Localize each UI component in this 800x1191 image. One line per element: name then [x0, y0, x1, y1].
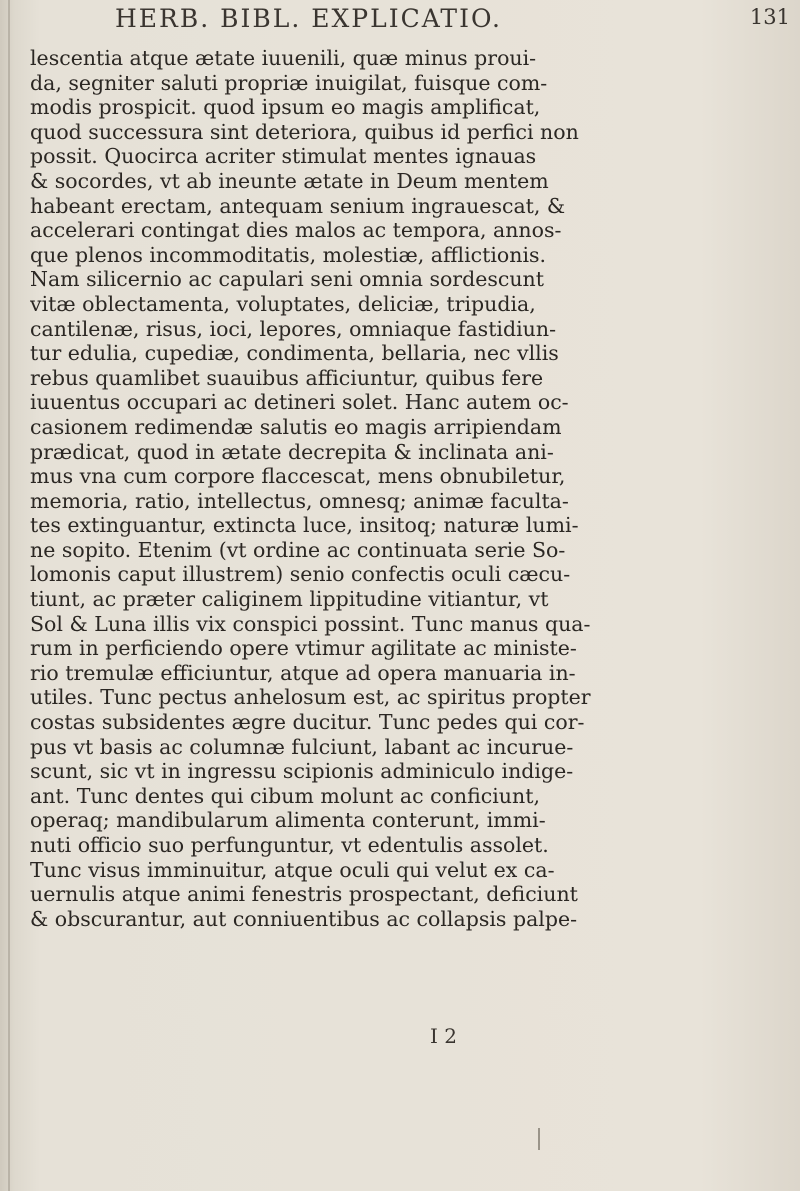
- text-line: Nam silicernio ac capulari seni omnia sordescunt: [30, 267, 545, 292]
- text-line: lomonis caput illustrem) senio confectis oculi cæcu-: [30, 562, 571, 587]
- text-line: accelerari contingat dies malos ac tempora, annos-: [30, 218, 562, 243]
- text-line: tes extinguantur, extincta luce, insitoq; naturæ lumi-: [30, 513, 579, 538]
- text-line: possit. Quocirca acriter stimulat mentes ignauas: [30, 144, 537, 169]
- page-gutter: [8, 0, 10, 1191]
- text-line: lescentia atque ætate iuuenili, quæ minus proui-: [30, 46, 537, 70]
- text-line: nuti officio suo perfunguntur, vt edentulis assolet.: [30, 833, 549, 857]
- text-line: que plenos incommoditatis, molestiæ, afflictionis.: [30, 242, 547, 267]
- text-line: & obscurantur, aut conniuentibus ac collapsis palpe-: [30, 906, 578, 931]
- text-line: quod successura sint deteriora, quibus id perfici non: [30, 119, 579, 144]
- signature-mark: I 2: [430, 1024, 457, 1048]
- text-line: pus vt basis ac columnæ fulciunt, labant ac incurue-: [30, 734, 574, 759]
- text-line: uernulis atque animi fenestris prospectant, deficiunt: [30, 882, 578, 907]
- text-line: & socordes, vt ab ineunte ætate in Deum mentem: [30, 168, 549, 193]
- text-line: scunt, sic vt in ingressu scipionis adminiculo indige-: [30, 759, 574, 784]
- text-line: operaq; mandibularum alimenta conterunt, immi-: [30, 808, 546, 833]
- text-line: da, segniter saluti propriæ inuigilat, fuisque com-: [30, 70, 548, 95]
- page-number: 131: [749, 5, 790, 29]
- text-line: habeant erectam, antequam senium ingrauescat, &: [30, 193, 566, 218]
- text-line: utiles. Tunc pectus anhelosum est, ac spiritus propter: [30, 685, 591, 710]
- text-line: Tunc visus imminuitur, atque oculi qui velut ex ca-: [30, 857, 555, 882]
- text-line: rebus quamlibet suauibus afficiuntur, quibus fere: [30, 365, 544, 390]
- text-line: cantilenæ, risus, ioci, lepores, omniaque fastidiun-: [30, 316, 557, 341]
- text-line: tur edulia, cupediæ, condimenta, bellaria, nec vllis: [30, 341, 559, 366]
- text-line: modis prospicit. quod ipsum eo magis amplificat,: [30, 95, 541, 120]
- body-text: [30, 46, 780, 931]
- text-line: tiunt, ac præter caliginem lippitudine vitiantur, vt: [30, 587, 549, 612]
- running-head: [100, 4, 790, 38]
- text-line: costas subsidentes ægre ducitur. Tunc pedes qui cor-: [30, 710, 585, 735]
- text-line: casionem redimendæ salutis eo magis arripiendam: [30, 414, 562, 439]
- text-line: mus vna cum corpore flaccescat, mens obnubiletur,: [30, 464, 566, 489]
- text-line: memoria, ratio, intellectus, omnesq; animæ faculta-: [30, 488, 569, 513]
- text-line: vitæ oblectamenta, voluptates, deliciæ, tripudia,: [30, 291, 536, 316]
- text-line: rio tremulæ efficiuntur, atque ad opera manuaria in-: [30, 660, 576, 685]
- text-line: iuuentus occupari ac detineri solet. Hanc autem oc-: [30, 390, 569, 415]
- running-head-title: HERB. BIBL. EXPLICATIO.: [115, 4, 502, 33]
- text-line: ant. Tunc dentes qui cibum molunt ac conficiunt,: [30, 783, 540, 808]
- text-line: Sol & Luna illis vix conspici possint. Tunc manus qua-: [30, 611, 591, 636]
- ink-stroke: [538, 1128, 540, 1150]
- text-line: rum in perficiendo opere vtimur agilitate ac ministe-: [30, 636, 577, 661]
- text-line: ne sopito. Etenim (vt ordine ac continuata serie So-: [30, 537, 566, 562]
- text-line: prædicat, quod in ætate decrepita & inclinata ani-: [30, 439, 554, 464]
